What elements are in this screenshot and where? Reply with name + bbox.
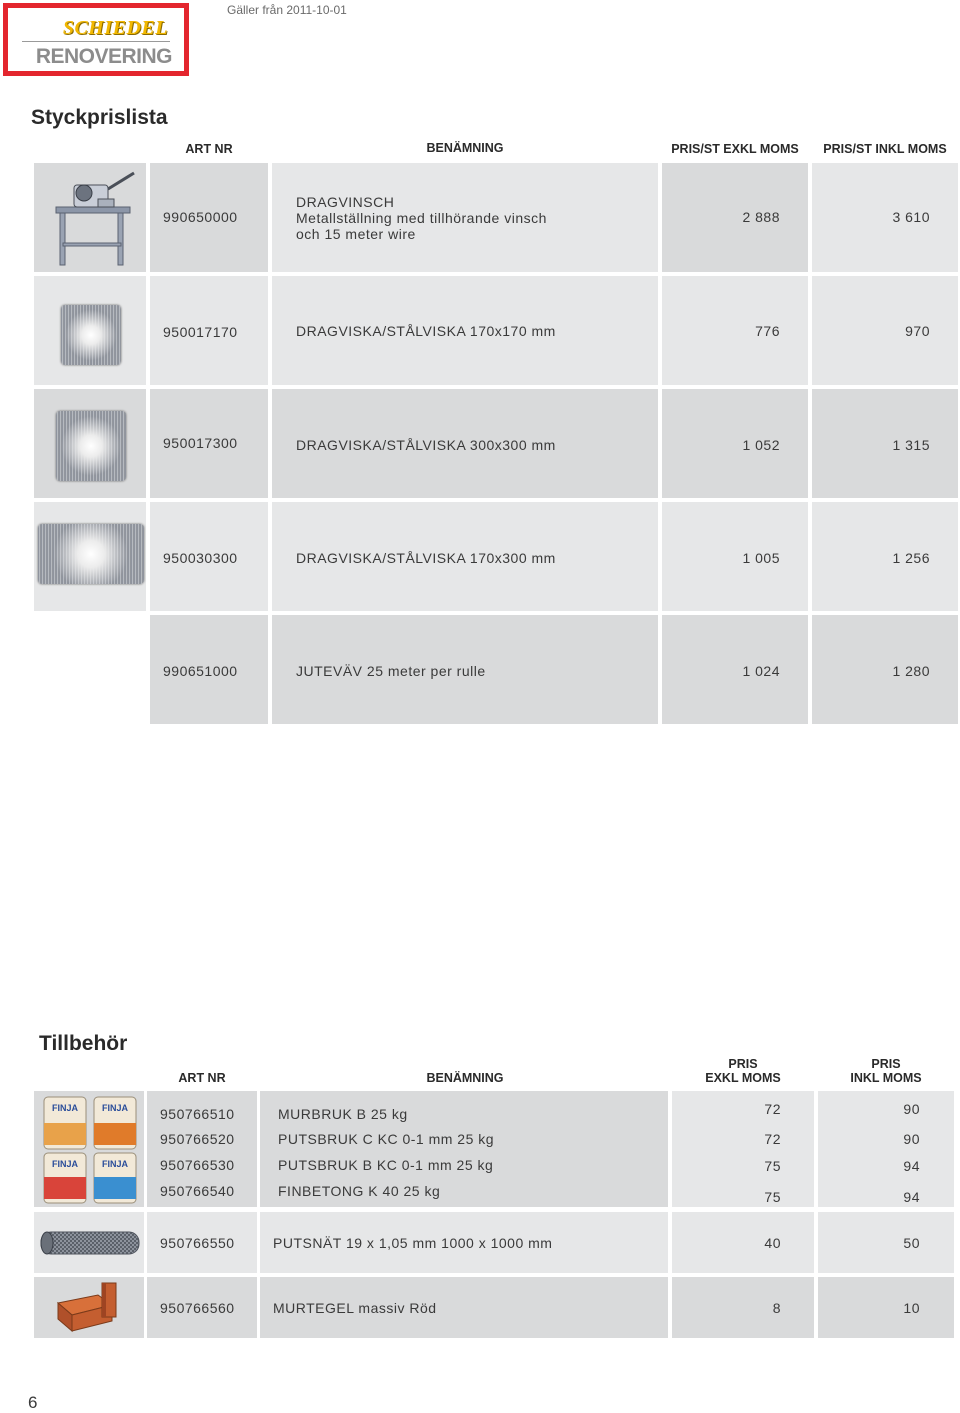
col-header-price-excl-line1: PRIS: [728, 1057, 758, 1071]
price-incl: 1 256: [892, 550, 930, 566]
steel-brush-icon: [38, 524, 144, 584]
col-header-art-nr: ART NR: [185, 142, 233, 156]
bag-label: FINJA: [51, 1103, 79, 1113]
price-excl: 2 888: [742, 209, 780, 225]
price-excl-cell: [662, 163, 808, 272]
col-header-price-excl-line2: EXKL MOMS: [705, 1071, 781, 1085]
table-row: [150, 389, 268, 498]
table-row: [150, 615, 268, 724]
product-image-cell: [34, 1212, 144, 1273]
art-nr: 990650000: [163, 209, 238, 225]
price-excl: 72: [764, 1131, 781, 1147]
product-image-cell: [34, 276, 146, 385]
price-excl-cell: [672, 1212, 814, 1273]
price-excl: 75: [764, 1189, 781, 1205]
price-incl-cell: [812, 502, 958, 611]
art-nr: 950030300: [163, 550, 238, 566]
product-name: PUTSBRUK C KC 0-1 mm 25 kg: [278, 1131, 495, 1147]
price-incl: 50: [903, 1235, 920, 1251]
logo-brand: SCHIEDEL: [62, 17, 168, 39]
art-nr: 950766560: [160, 1300, 235, 1316]
product-image-cell: [34, 1277, 144, 1338]
steel-brush-icon: [61, 305, 121, 365]
price-incl: 94: [903, 1189, 920, 1205]
table-row: [150, 163, 268, 272]
bag-label: FINJA: [101, 1103, 129, 1113]
art-nr: 950766520: [160, 1131, 235, 1147]
price-incl-cell: [818, 1212, 954, 1273]
col-header-price-incl: [818, 1057, 954, 1085]
steel-brush-icon: [56, 411, 126, 481]
valid-from-date: Gäller från 2011-10-01: [227, 3, 347, 17]
product-name: DRAGVISKA/STÅLVISKA 170x170 mm: [296, 323, 556, 339]
price-incl: 10: [903, 1300, 920, 1316]
col-header-price-excl: PRIS/ST EXKL MOMS: [671, 142, 799, 156]
price-excl: 1 024: [742, 663, 780, 679]
section-title-tillbehor: Tillbehör: [39, 1032, 128, 1055]
price-incl: 90: [903, 1131, 920, 1147]
product-name: DRAGVISKA/STÅLVISKA 170x300 mm: [296, 550, 556, 566]
name-group-cell: [260, 1091, 668, 1207]
price-incl-cell: [812, 276, 958, 385]
price-excl: 75: [764, 1158, 781, 1174]
col-header-benamning: BENÄMNING: [426, 141, 504, 155]
art-nr: 950766510: [160, 1106, 235, 1122]
name-cell: [272, 502, 658, 611]
col-header-price-excl: [672, 1057, 814, 1085]
table-row: [150, 502, 268, 611]
price-excl: 72: [764, 1101, 781, 1117]
logo-divider: [22, 41, 170, 42]
table-row: [147, 1277, 257, 1338]
name-cell: [272, 389, 658, 498]
price-incl: 970: [905, 323, 930, 339]
price-incl-cell: [818, 1277, 954, 1338]
col-header-price-incl-line1: PRIS: [871, 1057, 901, 1071]
art-nr: 950017170: [163, 324, 238, 340]
table-row: [150, 276, 268, 385]
price-excl-cell: [672, 1277, 814, 1338]
product-name: DRAGVISKA/STÅLVISKA 300x300 mm: [296, 437, 556, 453]
price-incl-group-cell: [818, 1091, 954, 1207]
product-image-cell: [34, 1091, 144, 1207]
mortar-bags-icon: [40, 1093, 140, 1205]
art-nr-group-cell: [147, 1091, 257, 1207]
product-image-cell: [34, 502, 146, 611]
bag-label: FINJA: [101, 1159, 129, 1169]
product-image-cell: [34, 163, 146, 272]
price-excl-cell: [662, 389, 808, 498]
name-cell: [272, 163, 658, 272]
product-name: PUTSBRUK B KC 0-1 mm 25 kg: [278, 1157, 494, 1173]
col-header-art-nr: ART NR: [178, 1071, 226, 1085]
price-incl: 90: [903, 1101, 920, 1117]
schiedel-logo: [3, 3, 189, 76]
page-number: 6: [28, 1393, 38, 1412]
price-incl: 1 315: [892, 437, 930, 453]
logo-subtitle: RENOVERING: [35, 45, 172, 68]
product-name: MURBRUK B 25 kg: [278, 1106, 408, 1122]
product-name: MURTEGEL massiv Röd: [273, 1300, 437, 1316]
price-incl: 3 610: [892, 209, 930, 225]
winch-stand-icon: [48, 169, 138, 267]
product-description: Metallställning med tillhörande vinsch: [296, 210, 547, 226]
price-excl-cell: [662, 276, 808, 385]
product-image-cell: [34, 389, 146, 498]
price-incl: 1 280: [892, 663, 930, 679]
price-excl: 1 005: [742, 550, 780, 566]
red-brick-icon: [54, 1281, 124, 1335]
name-cell: [260, 1277, 668, 1338]
product-name: PUTSNÄT 19 x 1,05 mm 1000 x 1000 mm: [273, 1235, 553, 1251]
product-description: och 15 meter wire: [296, 226, 416, 242]
price-excl-cell: [662, 502, 808, 611]
price-excl: 40: [764, 1235, 781, 1251]
price-incl: 94: [903, 1158, 920, 1174]
art-nr: 990651000: [163, 663, 238, 679]
art-nr: 950766550: [160, 1235, 235, 1251]
price-excl: 1 052: [742, 437, 780, 453]
name-cell: [272, 276, 658, 385]
mesh-roll-icon: [39, 1229, 141, 1257]
art-nr: 950766530: [160, 1157, 235, 1173]
col-header-benamning: BENÄMNING: [426, 1071, 504, 1085]
name-cell: [260, 1212, 668, 1273]
price-incl-cell: [812, 163, 958, 272]
bag-label: FINJA: [51, 1159, 79, 1169]
product-name: FINBETONG K 40 25 kg: [278, 1183, 441, 1199]
price-excl-cell: [662, 615, 808, 724]
product-name: DRAGVINSCH: [296, 194, 395, 210]
product-name: JUTEVÄV 25 meter per rulle: [296, 663, 486, 679]
art-nr: 950766540: [160, 1183, 235, 1199]
price-excl: 8: [772, 1300, 781, 1316]
price-excl: 776: [755, 323, 780, 339]
price-excl-group-cell: [672, 1091, 814, 1207]
col-header-price-incl-line2: INKL MOMS: [850, 1071, 922, 1085]
price-incl-cell: [812, 389, 958, 498]
price-incl-cell: [812, 615, 958, 724]
name-cell: [272, 615, 658, 724]
col-header-price-incl: PRIS/ST INKL MOMS: [823, 142, 947, 156]
section-title-styckprislista: Styckprislista: [31, 106, 168, 129]
art-nr: 950017300: [163, 435, 238, 451]
table-row: [147, 1212, 257, 1273]
